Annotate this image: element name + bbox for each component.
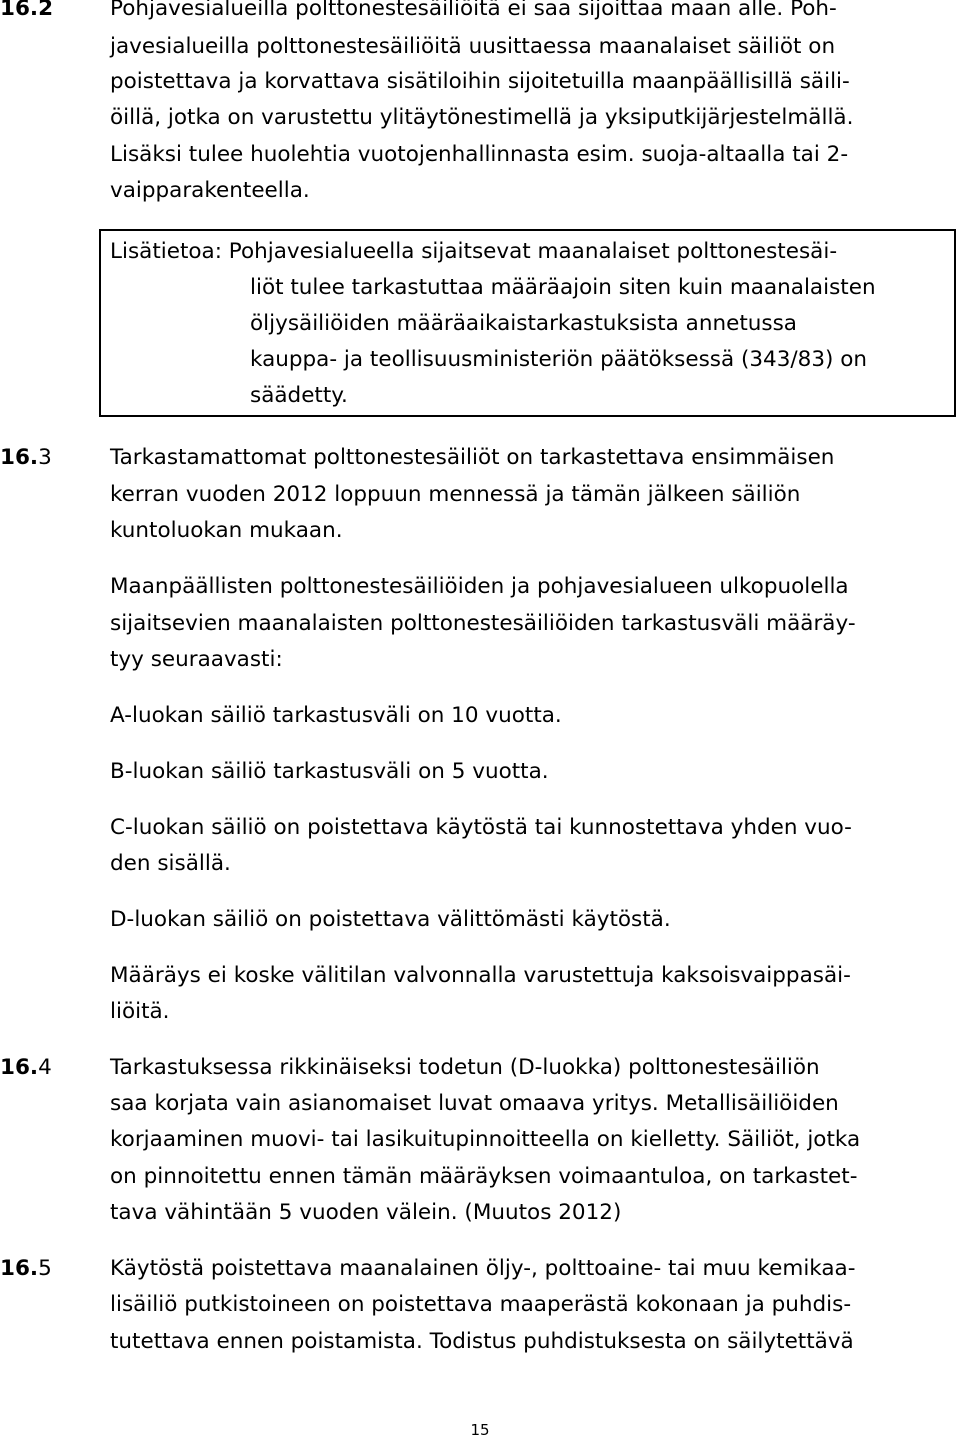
info-line: liöt tulee tarkastuttaa määräajoin siten kuin maanalaisten bbox=[250, 275, 876, 300]
paragraph-line: sijaitsevien maanalaisten polttonestesäiliöiden tarkastusväli määräy- bbox=[110, 611, 856, 636]
info-line: kauppa- ja teollisuusministeriön päätöksessä (343/83) on bbox=[250, 347, 868, 372]
paragraph-line: Tarkastamattomat polttonestesäiliöt on tarkastettava ensimmäisen bbox=[110, 445, 835, 470]
paragraph-line: liöitä. bbox=[110, 999, 170, 1024]
paragraph-line: tyy seuraavasti: bbox=[110, 647, 283, 672]
paragraph-line: tava vähintään 5 vuoden välein. (Muutos 2012) bbox=[110, 1200, 622, 1225]
paragraph-line: kuntoluokan mukaan. bbox=[110, 518, 343, 543]
section-number: 16.2 bbox=[0, 0, 54, 21]
info-line: säädetty. bbox=[250, 383, 348, 408]
paragraph-line: öillä, jotka on varustettu ylitäytönestimellä ja yksiputkijärjestelmällä. bbox=[110, 105, 854, 130]
info-line: öljysäiliöiden määräaikaistarkastuksista annetussa bbox=[250, 311, 797, 336]
paragraph-line: Lisäksi tulee huolehtia vuotojenhallinnasta esim. suoja-altaalla tai 2- bbox=[110, 142, 849, 167]
paragraph-line: lisäiliö putkistoineen on poistettava maaperästä kokonaan ja puhdis- bbox=[110, 1292, 852, 1317]
paragraph-line: Maanpäällisten polttonestesäiliöiden ja pohjavesialueen ulkopuolella bbox=[110, 574, 849, 599]
paragraph-line: B-luokan säiliö tarkastusväli on 5 vuotta. bbox=[110, 759, 549, 784]
paragraph-line: poistettava ja korvattava sisätiloihin sijoitetuilla maanpäällisillä säili- bbox=[110, 69, 850, 94]
paragraph-line: korjaaminen muovi- tai lasikuitupinnoitteella on kielletty. Säiliöt, jotka bbox=[110, 1127, 861, 1152]
page-number: 15 bbox=[470, 1421, 490, 1439]
paragraph-line: Tarkastuksessa rikkinäiseksi todetun (D-luokka) polttonestesäiliön bbox=[110, 1055, 820, 1080]
paragraph-line: Pohjavesialueilla polttonestesäiliöitä ei saa sijoittaa maan alle. Poh- bbox=[110, 0, 837, 21]
paragraph-line: javesialueilla polttonestesäiliöitä uusittaessa maanalaiset säiliöt on bbox=[110, 34, 836, 59]
paragraph-line: den sisällä. bbox=[110, 851, 231, 876]
paragraph-line: tutettava ennen poistamista. Todistus puhdistuksesta on säilytettävä bbox=[110, 1329, 854, 1354]
paragraph-line: kerran vuoden 2012 loppuun mennessä ja tämän jälkeen säiliön bbox=[110, 482, 801, 507]
paragraph-line: A-luokan säiliö tarkastusväli on 10 vuotta. bbox=[110, 703, 562, 728]
paragraph-line: saa korjata vain asianomaiset luvat omaava yritys. Metallisäiliöiden bbox=[110, 1091, 839, 1116]
section-number: 16.5 bbox=[0, 1256, 52, 1281]
paragraph-line: on pinnoitettu ennen tämän määräyksen voimaantuloa, on tarkastet- bbox=[110, 1164, 858, 1189]
paragraph-line: vaipparakenteella. bbox=[110, 178, 310, 203]
paragraph-line: Määräys ei koske välitilan valvonnalla varustettuja kaksoisvaippasäi- bbox=[110, 963, 851, 988]
paragraph-line: Käytöstä poistettava maanalainen öljy-, polttoaine- tai muu kemikaa- bbox=[110, 1256, 856, 1281]
info-line: Lisätietoa: Pohjavesialueella sijaitsevat maanalaiset polttonestesäi- bbox=[110, 239, 838, 264]
section-number: 16.3 bbox=[0, 445, 52, 470]
section-number: 16.4 bbox=[0, 1055, 52, 1080]
paragraph-line: D-luokan säiliö on poistettava välittömästi käytöstä. bbox=[110, 907, 671, 932]
paragraph-line: C-luokan säiliö on poistettava käytöstä tai kunnostettava yhden vuo- bbox=[110, 815, 852, 840]
